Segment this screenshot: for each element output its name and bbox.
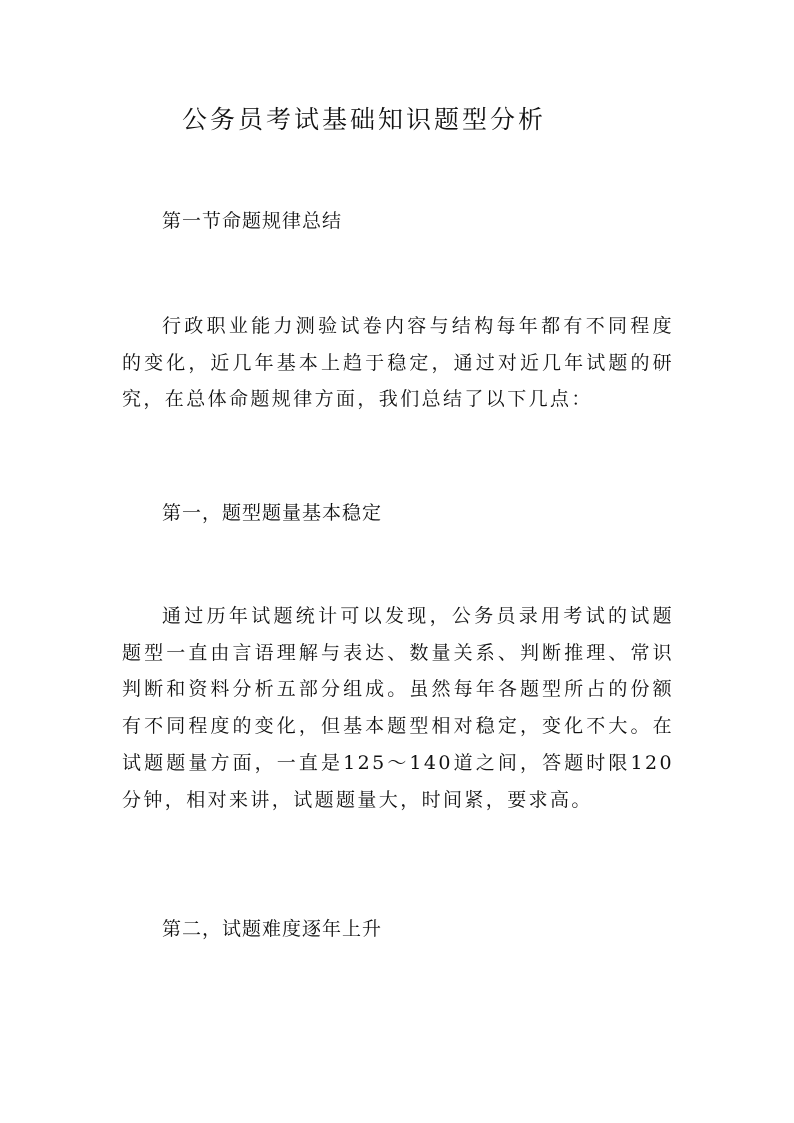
point1-heading: 第一，题型题量基本稳定	[162, 502, 383, 524]
intro-paragraph: 行政职业能力测验试卷内容与结构每年都有不同程度的变化，近几年基本上趋于稳定，通过对近几年试题的研究，在总体命题规律方面，我们总结了以下几点：	[122, 315, 674, 411]
section-heading: 第一节命题规律总结	[162, 210, 343, 232]
document-title: 公务员考试基础知识题型分析	[182, 105, 547, 134]
point2-heading: 第二，试题难度逐年上升	[162, 918, 383, 940]
point1-paragraph: 通过历年试题统计可以发现，公务员录用考试的试题题型一直由言语理解与表达、数量关系、判断推理、常识判断和资料分析五部分组成。虽然每年各题型所占的份额有不同程度的变化，但基本题型相对稳定，变化不大。在试题题量方面，一直是125～140道之间，答题时限120分钟，相对来讲，试题题量大，时间紧，要求高。	[122, 605, 674, 811]
